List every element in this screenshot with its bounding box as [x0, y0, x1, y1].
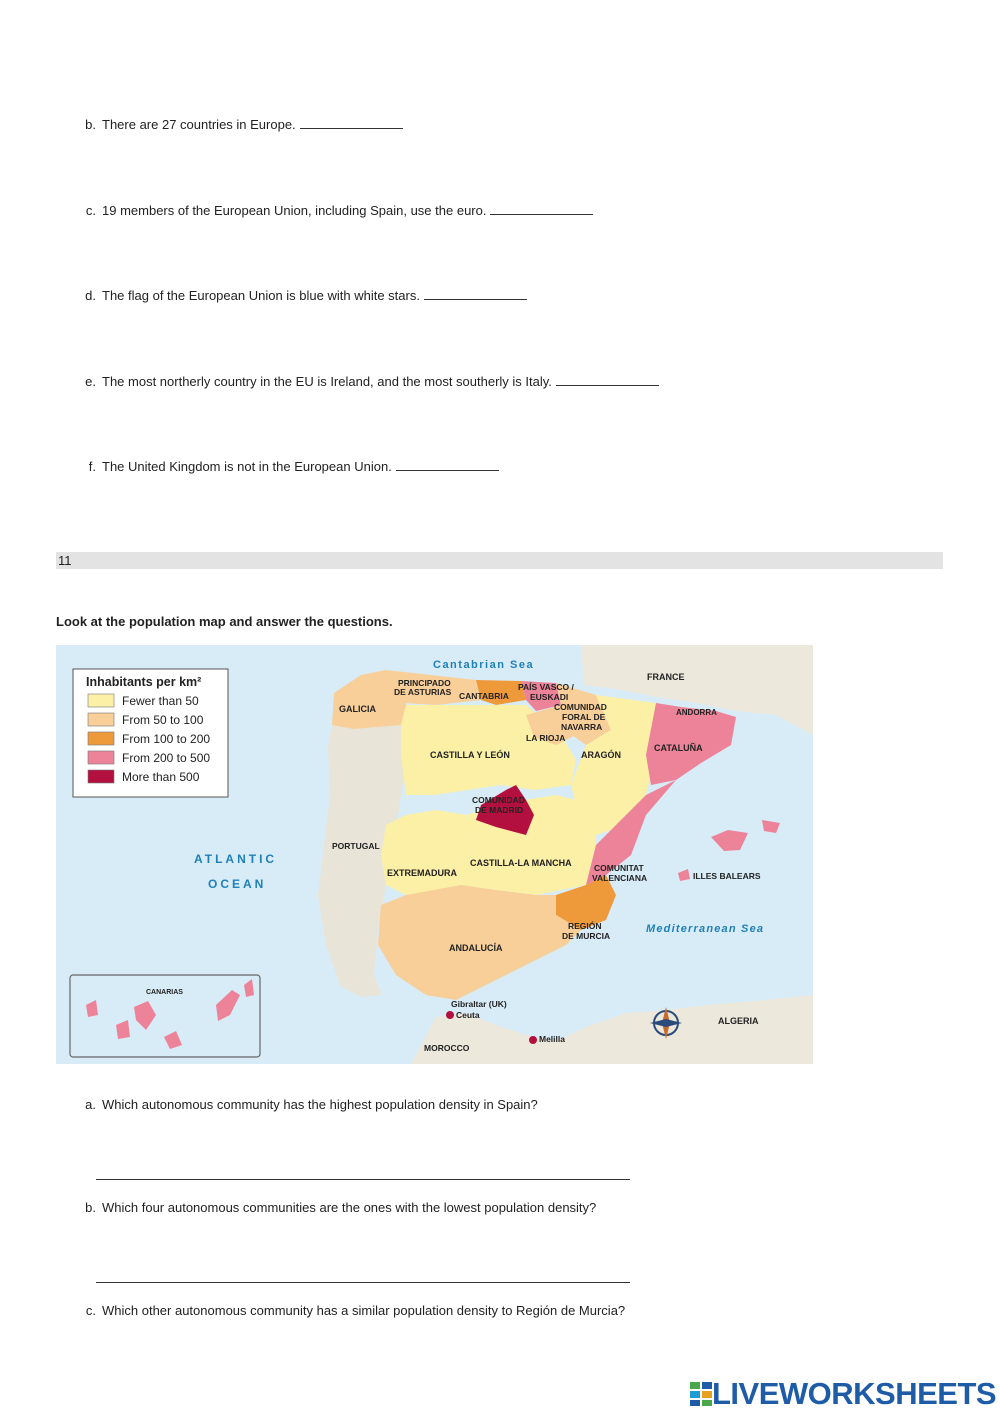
statement-text: The flag of the European Union is blue with white stars. — [102, 288, 420, 303]
question-b: b. Which four autonomous communities are the ones with the lowest population density? — [85, 1200, 597, 1215]
ocean-label: OCEAN — [208, 877, 267, 891]
question-c: c. Which other autonomous community has a similar population density to Región de Murcia? — [85, 1303, 626, 1318]
canarias-label: CANARIAS — [146, 989, 183, 996]
asturias-label-2: DE ASTURIAS — [394, 687, 452, 697]
statement-text: The United Kingdom is not in the European Union. — [102, 459, 392, 474]
galicia-label: GALICIA — [339, 704, 376, 714]
answer-blank[interactable] — [556, 373, 659, 386]
statement-text: 19 members of the European Union, including Spain, use the euro. — [102, 203, 487, 218]
gibraltar-label: Gibraltar (UK) — [451, 999, 507, 1009]
answer-line-b[interactable] — [96, 1281, 630, 1283]
ceuta-marker — [446, 1011, 454, 1019]
legend-swatch — [88, 732, 114, 745]
legend-label: From 100 to 200 — [122, 732, 211, 746]
legend-label: More than 500 — [122, 770, 200, 784]
statement-e: e. The most northerly country in the EU is Ireland, and the most southerly is Italy. — [76, 373, 659, 389]
brand-name: LIVEWORKSHEETS — [712, 1376, 997, 1411]
andalucia-label: ANDALUCÍA — [449, 943, 503, 953]
murcia-label-1: REGIÓN — [568, 921, 602, 931]
region-extremadura — [381, 810, 471, 895]
rioja-label: LA RIOJA — [526, 733, 566, 743]
france-label: FRANCE — [647, 672, 685, 682]
question-text: Which autonomous community has the highest population density in Spain? — [102, 1097, 538, 1112]
population-map — [56, 645, 813, 1064]
melilla-label: Melilla — [539, 1034, 565, 1044]
baleares-label: ILLES BALEARS — [693, 871, 761, 881]
answer-blank[interactable] — [300, 116, 403, 129]
morocco-label: MOROCCO — [424, 1043, 470, 1053]
pais-vasco-label-1: PAÍS VASCO / — [518, 682, 574, 692]
answer-blank[interactable] — [424, 287, 527, 300]
section-instruction: Look at the population map and answer the questions. — [56, 614, 393, 629]
castilla-leon-label: CASTILLA Y LEÓN — [430, 750, 510, 760]
answer-line-a[interactable] — [96, 1178, 630, 1180]
statement-b: b. There are 27 countries in Europe. — [76, 116, 403, 132]
legend-swatch — [88, 694, 114, 707]
statement-c: c. 19 members of the European Union, including Spain, use the euro. — [76, 202, 593, 218]
valenciana-label-1: COMUNITAT — [594, 863, 644, 873]
statement-d: d. The flag of the European Union is blue with white stars. — [76, 287, 527, 303]
answer-blank[interactable] — [490, 202, 593, 215]
pais-vasco-label-2: EUSKADI — [530, 692, 569, 702]
cantabrian-sea-label: Cantabrian Sea — [433, 659, 535, 671]
logo-icon — [690, 1382, 712, 1406]
atlantic-label: ATLANTIC — [194, 852, 278, 866]
andorra-label: ANDORRA — [676, 708, 717, 717]
legend-label: Fewer than 50 — [122, 694, 199, 708]
valenciana-label-2: VALENCIANA — [592, 873, 648, 883]
section-header-bar — [56, 552, 943, 569]
legend-swatch — [88, 751, 114, 764]
mediterranean-sea-label: Mediterranean Sea — [646, 923, 765, 935]
section-number: 11 — [58, 553, 72, 568]
liveworksheets-logo — [690, 1376, 996, 1412]
portugal-label: PORTUGAL — [332, 841, 380, 851]
question-text: Which other autonomous community has a similar population density to Región de Murcia? — [102, 1303, 626, 1318]
question-a: a. Which autonomous community has the highest population density in Spain? — [85, 1097, 538, 1112]
legend-swatch — [88, 713, 114, 726]
legend-label: From 50 to 100 — [122, 713, 204, 727]
madrid-label-2: DE MADRID — [475, 805, 524, 815]
navarra-label-1: COMUNIDAD — [554, 702, 607, 712]
legend-title: Inhabitants per km² — [86, 675, 202, 689]
statement-text: The most northerly country in the EU is Ireland, and the most southerly is Italy. — [102, 374, 552, 389]
asturias-label-1: PRINCIPADO — [398, 678, 451, 688]
cataluna-label: CATALUÑA — [654, 743, 703, 753]
algeria-label: ALGERIA — [718, 1016, 759, 1026]
answer-blank[interactable] — [396, 458, 499, 471]
madrid-label-1: COMUNIDAD — [472, 795, 525, 805]
legend-label: From 200 to 500 — [122, 751, 211, 765]
statement-f: f. The United Kingdom is not in the European Union. — [76, 458, 499, 474]
navarra-label-3: NAVARRA — [561, 722, 603, 732]
legend-swatch — [88, 770, 114, 783]
castilla-mancha-label: CASTILLA-LA MANCHA — [470, 858, 572, 868]
melilla-marker — [529, 1036, 537, 1044]
aragon-label: ARAGÓN — [581, 750, 621, 760]
ceuta-label: Ceuta — [456, 1010, 480, 1020]
extremadura-label: EXTREMADURA — [387, 868, 458, 878]
canarias-inset — [70, 975, 260, 1057]
navarra-label-2: FORAL DE — [562, 712, 606, 722]
statement-text: There are 27 countries in Europe. — [102, 117, 296, 132]
question-text: Which four autonomous communities are the ones with the lowest population density? — [102, 1200, 597, 1215]
murcia-label-2: DE MURCIA — [562, 931, 611, 941]
cantabria-label: CANTABRIA — [459, 691, 509, 701]
